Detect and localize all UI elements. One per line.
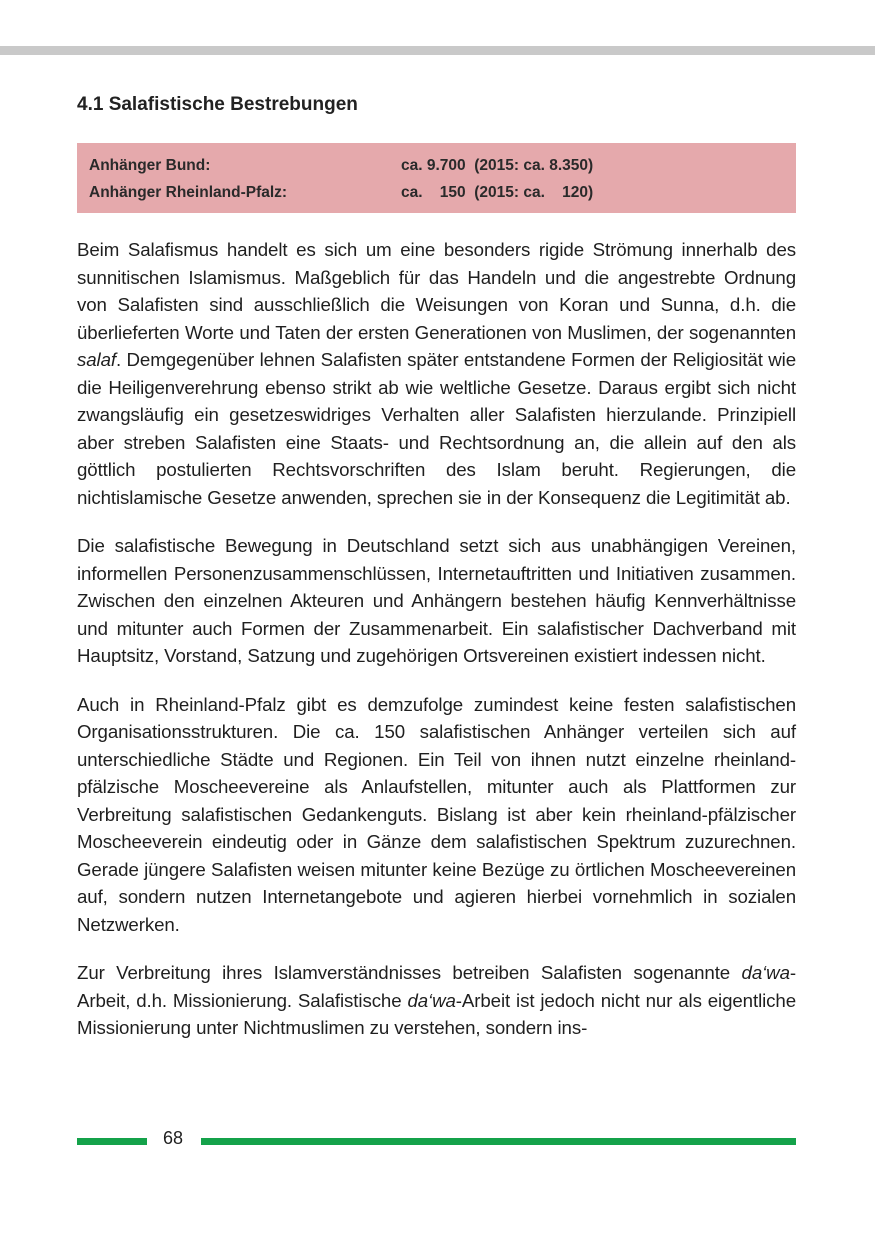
body-text xyxy=(77,236,796,1042)
section-heading: 4.1 Salafistische Bestrebungen xyxy=(77,94,358,115)
paragraph-rheinland-pfalz: Auch in Rheinland-Pfalz gibt es demzufolge zumindest keine festen salafistischen Organisationsstrukturen. Die ca. 150 salafistischen Anhänger verteilen sich auf unterschiedliche Städte und Regionen. Ein Teil von ihnen nutzt einzelne rheinland-pfälzische Moscheevereine als Anlaufstellen, mitunter auch als Plattformen zur Verbreitung salafistischen Gedankenguts. Bislang ist aber kein rheinland-pfälzischer Moscheeverein eindeutig oder in Gänze dem salafistischen Spektrum zuzurechnen. Gerade jüngere Salafisten weisen mitunter keine Bezüge zu örtlichen Moscheevereinen auf, sondern nutzen Internetangebote und agieren hierbei vornehmlich in sozialen Netzwerken. xyxy=(77,693,796,935)
italic-term: da‘wa xyxy=(407,989,456,1011)
paragraph-dawa xyxy=(77,959,796,1042)
page-number: 68 xyxy=(163,1128,184,1148)
italic-term: da‘wa xyxy=(741,962,790,983)
stats-row-rlp xyxy=(77,181,796,208)
stats-value: ca. 9.700 (2015: ca. 8.350) xyxy=(401,157,594,174)
italic-term: salaf xyxy=(77,349,116,370)
paragraph-text: . Demgegenüber lehnen Salafisten später entstandene Formen der Religiosität wie die Heiligenverehrung ebenso strikt ab wie weltliche Gesetze. Daraus ergibt sich nicht zwangsläufig ein gesetzeswidriges Verhalten aller Salafisten hierzulande. Prinzipiell aber streben Salafisten eine Staats- und Rechtsordnung an, die allein auf den als göttlich postulierten Rechtsvorschriften des Islam beruht. Regierungen, die nichtislamische Gesetze anwenden, sprechen sie in der Konsequenz die Legitimität ab. xyxy=(77,349,796,508)
footer-rule-left xyxy=(77,1138,147,1145)
paragraph-text: Zur Verbreitung ihres Islamverständnisses betreiben Salafisten sogenannte xyxy=(77,962,742,983)
supporters-stats-box xyxy=(77,143,796,213)
stats-label: Anhänger Rheinland-Pfalz: xyxy=(89,184,288,201)
stats-label: Anhänger Bund: xyxy=(89,157,211,174)
paragraph-text: -Arbeit ist jedoch nicht nur als eigentliche Missionierung unter Nichtmuslimen zu verstehen, sondern ins- xyxy=(77,989,797,1038)
stats-row-bund xyxy=(77,154,796,181)
paragraph-salafism-definition xyxy=(77,236,796,511)
top-rule xyxy=(0,46,875,55)
paragraph-text: Beim Salafismus handelt es sich um eine besonders rigide Strömung innerhalb des sunnitischen Islamismus. Maßgeblich für das Handeln und die angestrebte Ordnung von Salafisten sind ausschließlich die Weisungen von Koran und Sunna, d.h. die überlieferten Worte und Taten der ersten Generationen von Muslimen, der sogenannten xyxy=(77,239,796,343)
stats-value: ca. 150 (2015: ca. 120) xyxy=(401,184,594,201)
footer-rule-right xyxy=(201,1138,796,1145)
paragraph-text: -Arbeit, d.h. Missionierung. Salafistische xyxy=(77,962,796,1011)
paragraph-movement-germany: Die salafistische Bewegung in Deutschland setzt sich aus unabhängigen Vereinen, informellen Personenzusammenschlüssen, Internetauftritten und Initiativen zusammen. Zwischen den einzelnen Akteuren und Anhängern bestehen häufig Kennverhältnisse und mitunter auch Formen der Zusammenarbeit. Ein salafistischer Dachverband mit Hauptsitz, Vorstand, Satzung und zugehörigen Ortsvereinen existiert indessen nicht. xyxy=(77,535,796,666)
